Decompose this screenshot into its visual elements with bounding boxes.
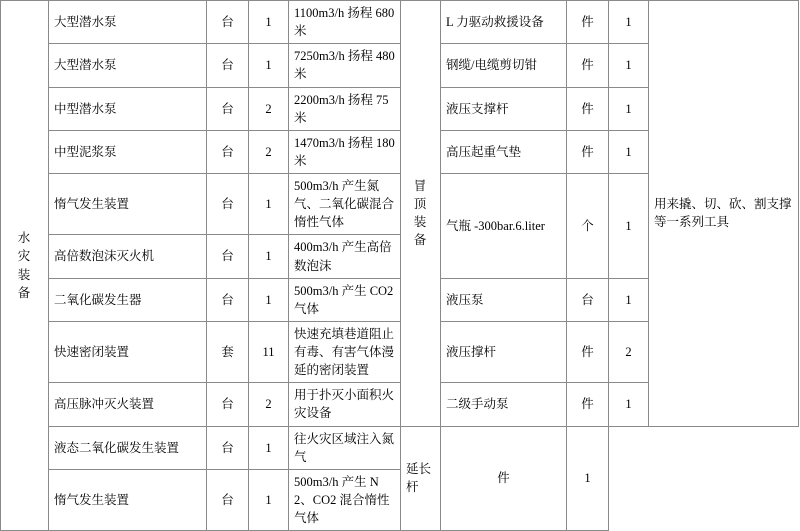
left-item-spec: 1100m3/h 扬程 680 米 — [289, 1, 401, 44]
right-item-unit: 个 — [567, 174, 609, 279]
table-row — [1, 469, 799, 530]
left-item-spec: 用于扑灭小面积火灾设备 — [289, 383, 401, 426]
right-item-unit: 件 — [567, 44, 609, 87]
left-item-spec: 1470m3/h 扬程 180 米 — [289, 130, 401, 173]
right-note: 用来撬、切、砍、割支撑等一系列工具 — [649, 1, 799, 427]
table-row — [1, 1, 799, 44]
left-item-unit: 台 — [207, 174, 249, 235]
left-item-qty: 2 — [249, 130, 289, 173]
right-item-unit: 件 — [441, 426, 567, 531]
left-item-qty: 11 — [249, 321, 289, 382]
right-item-qty: 1 — [609, 174, 649, 279]
left-item-name: 惰气发生装置 — [49, 174, 207, 235]
right-item-qty: 2 — [609, 321, 649, 382]
left-item-unit: 台 — [207, 278, 249, 321]
left-item-qty: 2 — [249, 383, 289, 426]
left-item-unit: 台 — [207, 235, 249, 278]
right-item-unit: 件 — [567, 383, 609, 426]
right-item-name: 高压起重气垫 — [441, 130, 567, 173]
left-item-unit: 套 — [207, 321, 249, 382]
left-item-name: 中型潜水泵 — [49, 87, 207, 130]
left-item-name: 大型潜水泵 — [49, 44, 207, 87]
right-item-name: L 力驱动救援设备 — [441, 1, 567, 44]
left-item-spec: 往火灾区域注入氮气 — [289, 426, 401, 469]
right-item-unit: 台 — [567, 278, 609, 321]
left-group-label — [1, 1, 49, 531]
right-item-qty: 1 — [609, 87, 649, 130]
left-item-name: 液态二氧化碳发生装置 — [49, 426, 207, 469]
left-item-name: 惰气发生装置 — [49, 469, 207, 530]
left-item-spec: 500m3/h 产生 N2、CO2 混合惰性气体 — [289, 469, 401, 530]
left-item-name: 中型泥浆泵 — [49, 130, 207, 173]
left-item-unit: 台 — [207, 1, 249, 44]
right-group-label — [401, 1, 441, 427]
left-item-unit: 台 — [207, 44, 249, 87]
right-item-unit: 件 — [567, 130, 609, 173]
left-item-unit: 台 — [207, 426, 249, 469]
right-item-qty: 1 — [609, 383, 649, 426]
left-item-unit: 台 — [207, 130, 249, 173]
right-item-unit: 件 — [567, 87, 609, 130]
left-group-text: 水灾装备 — [17, 231, 32, 300]
left-item-spec: 500m3/h 产生 CO2 气体 — [289, 278, 401, 321]
left-item-unit: 台 — [207, 383, 249, 426]
right-item-name: 液压撑杆 — [441, 321, 567, 382]
right-item-name: 液压支撑杆 — [441, 87, 567, 130]
right-item-name: 液压泵 — [441, 278, 567, 321]
right-group-text: 冒顶装备 — [413, 179, 428, 248]
right-item-name: 钢缆/电缆剪切钳 — [441, 44, 567, 87]
left-item-name: 大型潜水泵 — [49, 1, 207, 44]
left-item-qty: 1 — [249, 278, 289, 321]
right-item-qty: 1 — [609, 278, 649, 321]
left-item-spec: 2200m3/h 扬程 75 米 — [289, 87, 401, 130]
left-item-name: 快速密闭装置 — [49, 321, 207, 382]
left-item-name: 高倍数泡沫灭火机 — [49, 235, 207, 278]
left-item-spec: 400m3/h 产生高倍数泡沫 — [289, 235, 401, 278]
left-item-name: 高压脉冲灭火装置 — [49, 383, 207, 426]
left-item-name: 二氧化碳发生器 — [49, 278, 207, 321]
right-item-unit: 件 — [567, 321, 609, 382]
table-row — [1, 426, 799, 469]
left-item-unit: 台 — [207, 87, 249, 130]
left-item-qty: 1 — [249, 469, 289, 530]
right-item-qty: 1 — [609, 1, 649, 44]
left-item-spec: 快速充填巷道阻止有毒、有害气体漫延的密闭装置 — [289, 321, 401, 382]
right-item-name: 二级手动泵 — [441, 383, 567, 426]
right-item-qty: 1 — [609, 44, 649, 87]
left-item-qty: 1 — [249, 1, 289, 44]
right-item-qty: 1 — [567, 426, 609, 531]
left-item-qty: 1 — [249, 174, 289, 235]
right-item-qty: 1 — [609, 130, 649, 173]
left-item-qty: 1 — [249, 426, 289, 469]
left-item-qty: 2 — [249, 87, 289, 130]
left-item-qty: 1 — [249, 235, 289, 278]
right-item-name: 气瓶 -300bar.6.liter — [441, 174, 567, 279]
right-item-unit: 件 — [567, 1, 609, 44]
left-item-spec: 7250m3/h 扬程 480 米 — [289, 44, 401, 87]
left-item-unit: 台 — [207, 469, 249, 530]
right-item-name: 延长杆 — [401, 426, 441, 531]
left-item-qty: 1 — [249, 44, 289, 87]
left-item-spec: 500m3/h 产生氮气、二氧化碳混合惰性气体 — [289, 174, 401, 235]
